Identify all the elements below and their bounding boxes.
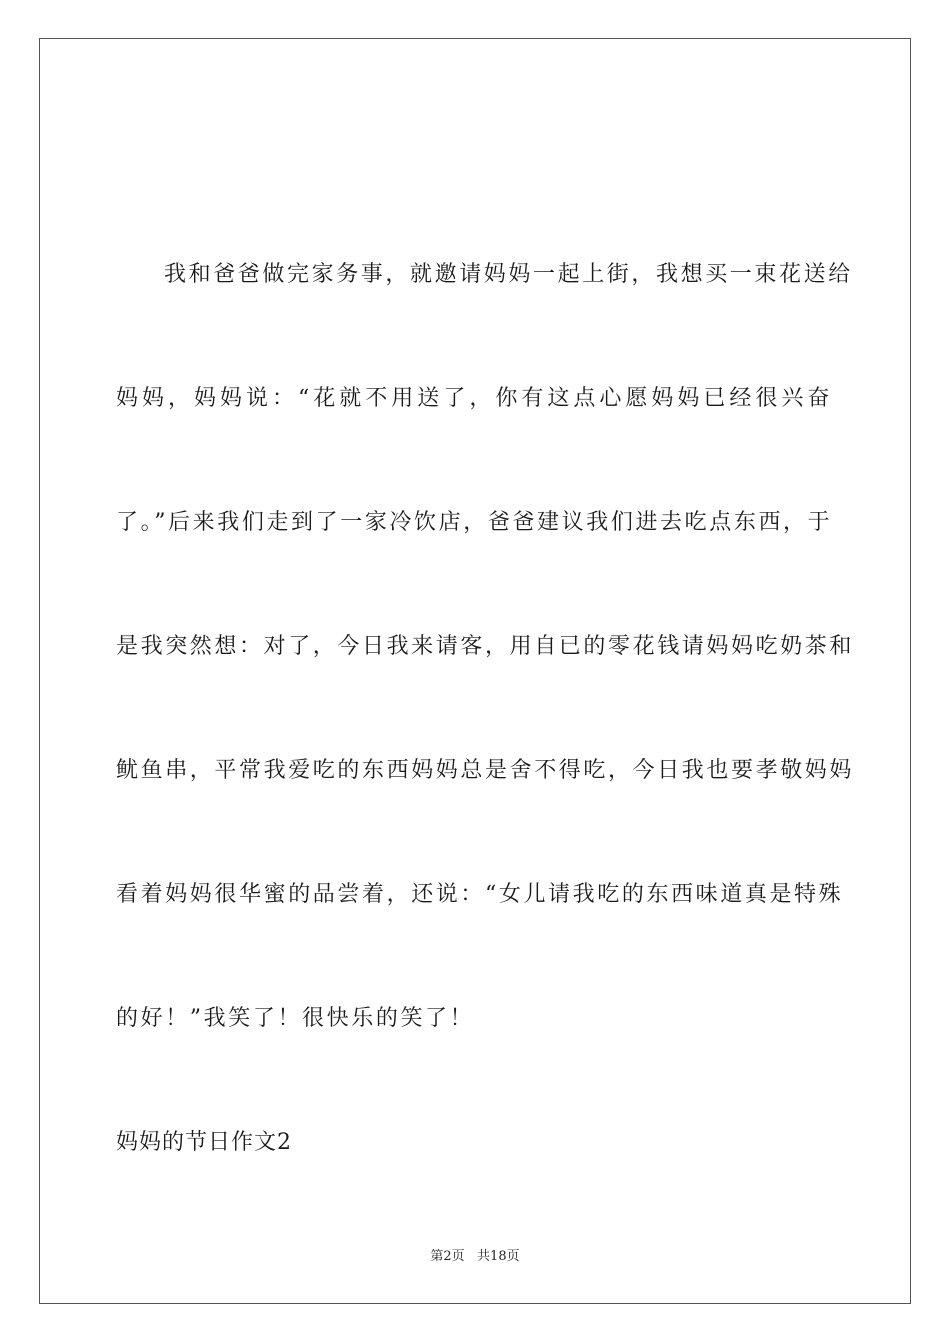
paragraph-line-1: 我和爸爸做完家务事，就邀请妈妈一起上街，我想买一束花送给 — [164, 262, 853, 287]
page-number-footer: 第2页 共18页 — [430, 1249, 520, 1264]
paragraph-line-4: 是我突然想：对了，今日我来请客，用自已的零花钱请妈妈吃奶茶和 — [116, 634, 855, 659]
paragraph-line-2: 妈妈，妈妈说：“花就不用送了，你有这点心愿妈妈已经很兴奋 — [116, 386, 832, 411]
paragraph-line-7: 的好！”我笑了！很快乐的笑了！ — [116, 1006, 475, 1031]
page-border — [39, 38, 911, 1304]
paragraph-line-3: 了。”后来我们走到了一家冷饮店，爸爸建议我们进去吃点东西，于 — [116, 510, 833, 535]
paragraph-line-5: 鱿鱼串，平常我爱吃的东西妈妈总是舍不得吃，今日我也要孝敬妈妈 — [116, 758, 855, 783]
paragraph-line-6: 看着妈妈很华蜜的品尝着，还说：“女儿请我吃的东西味道真是特殊 — [116, 882, 844, 907]
essay-heading: 妈妈的节日作文2 — [116, 1130, 292, 1155]
